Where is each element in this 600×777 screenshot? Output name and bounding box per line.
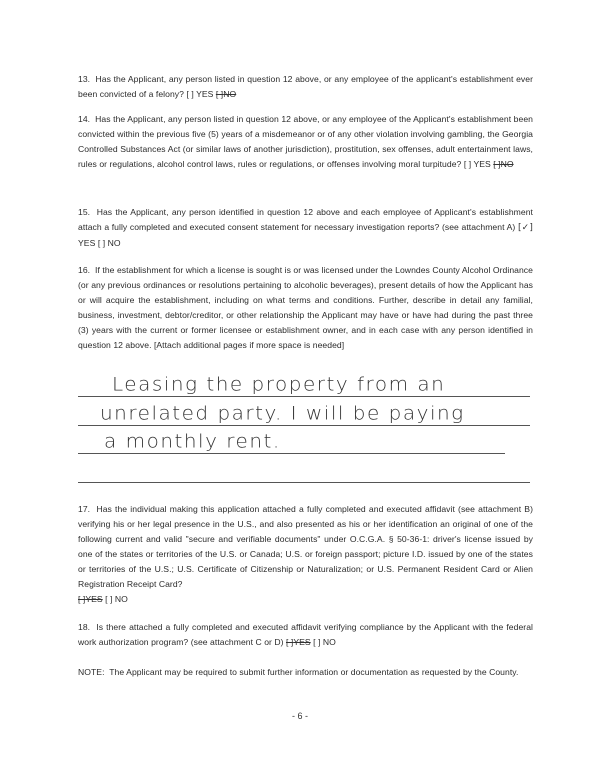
question-17 <box>78 502 533 607</box>
question-number: 17. <box>78 504 91 514</box>
question-number: 13. <box>78 74 91 84</box>
question-text: Is there attached a fully completed and executed affidavit verifying compliance by the Applicant with the federal work authorization program? (see attachment C or D) <box>78 622 533 647</box>
page-number: - 6 - <box>291 711 308 721</box>
answer-line-4 <box>78 482 530 483</box>
no-checkbox[interactable]: [ ] <box>97 238 106 248</box>
no-label: NO <box>322 637 336 647</box>
no-label: NO <box>500 159 514 169</box>
answer-line-1 <box>78 396 530 397</box>
question-18 <box>78 620 533 650</box>
handwritten-line-2: unrelated party. I will be paying <box>100 401 465 425</box>
yes-label: YES <box>473 159 491 169</box>
question-13 <box>78 72 533 102</box>
handwritten-line-3: a monthly rent. <box>104 429 281 453</box>
answer-line-2 <box>78 425 530 426</box>
no-checkbox[interactable]: [ ] <box>313 637 321 647</box>
question-15 <box>78 205 533 251</box>
question-text: Has the Applicant, any person listed in question 12 above, or any employee of the Applicant's establishment been convicted within the previous five (5) years of a misdemeanor or of any other violation involving gambling, the Georgia Controlled Substances Act (or similar laws of another jurisdiction), prostitution, sex offenses, adult entertainment laws, rules or regulations, alcohol control laws, rules or regulations, or offenses involving moral turpitude? <box>78 114 533 169</box>
note-text: The Applicant may be required to submit further information or documentation as requested by the County. <box>109 667 519 677</box>
question-text: If the establishment for which a license is sought is or was licensed under the Lowndes County Alcohol Ordinance (or any previous ordinances or resolutions pertaining to alcoholic beverages), present details of how the Applicant has or will acquire the establishment, including on what terms and conditions. Further, describe in detail any familial, business, investment, debtor/creditor, or other relationship the Applicant may have or have had during the past three (3) years with the current or former licensee or establishment owner, and in each case with any person identified in question 12 above. [Attach additional pages if more space is needed] <box>78 265 533 350</box>
question-number: 16. <box>78 265 91 275</box>
question-number: 14. <box>78 114 91 124</box>
no-label: NO <box>223 89 237 99</box>
no-checkbox[interactable]: [ ] <box>105 594 113 604</box>
yes-checkbox[interactable]: [ ] <box>463 159 472 169</box>
note <box>78 665 533 680</box>
question-14 <box>78 112 533 172</box>
question-16 <box>78 263 533 353</box>
yes-checkbox-marked[interactable]: [ ] <box>78 594 86 604</box>
yes-label: YES <box>78 238 96 248</box>
yes-checkbox[interactable]: [ ] <box>186 89 194 99</box>
note-label: NOTE: <box>78 667 105 677</box>
question-number: 18. <box>78 622 91 632</box>
question-text: Has the Applicant, any person listed in question 12 above, or any employee of the applicant's establishment ever been convicted of a felony? <box>78 74 533 99</box>
yes-checkbox-marked[interactable]: [ ] <box>286 637 294 647</box>
yes-label: YES <box>293 637 311 647</box>
question-number: 15. <box>78 207 91 217</box>
question-text: Has the Applicant, any person identified in question 12 above and each employee of Applicant's establishment attach a fully completed and executed consent statement for necessary investigation reports? (see attachment A) <box>78 207 533 232</box>
no-checkbox-marked[interactable]: [ ] <box>215 89 224 99</box>
no-label: NO <box>114 594 128 604</box>
yes-label: YES <box>85 594 103 604</box>
answer-line-3 <box>78 453 505 454</box>
no-checkbox-marked[interactable]: [ ] <box>493 159 501 169</box>
no-label: NO <box>107 238 121 248</box>
question-text: Has the individual making this application attached a fully completed and executed affidavit (see attachment B) verifying his or her legal presence in the U.S., and also presented as his or her identification an original of one of the following current and valid "secure and verifiable documents" under O.C.G.A. § 50-36-1: driver's license issued by one of the states or territories of the U.S. or Canada; U.S. or foreign passport; picture I.D. issued by one of the states or territories of the U.S.; U.S. Certificate of Citizenship or Naturalization; or U.S. Permanent Resident Card or Alien Registration Receipt Card? <box>78 504 533 589</box>
yes-checkbox-checked[interactable]: [✓] <box>517 223 533 233</box>
handwritten-line-1: Leasing the property from an <box>112 372 446 396</box>
yes-label: YES <box>196 89 214 99</box>
